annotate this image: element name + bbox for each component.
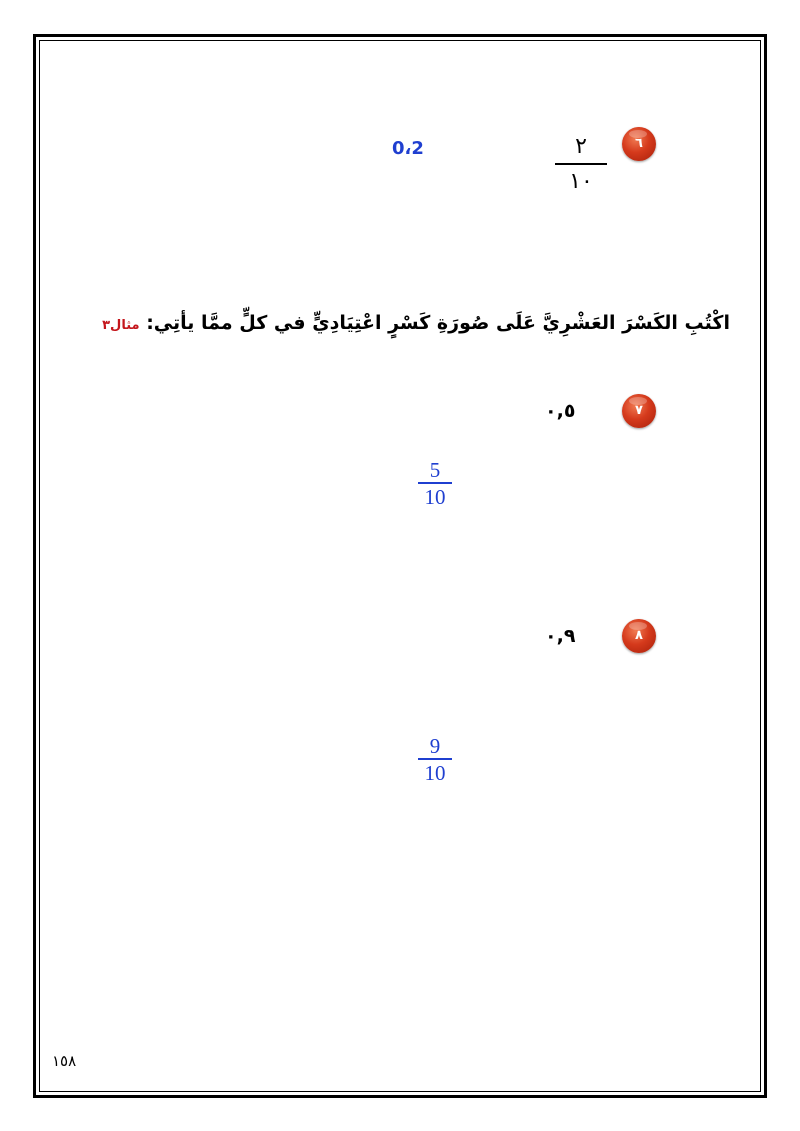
example-label: مثال٣ [102, 318, 140, 333]
fraction-bar [555, 163, 607, 165]
exercise-6-fraction [555, 134, 607, 195]
answer-denominator: 10 [424, 760, 446, 785]
exercise-8-answer [418, 735, 452, 784]
exercise-7-decimal: ٠,٥ [545, 400, 576, 422]
fraction-denominator: ١٠ [569, 169, 593, 194]
exercise-8-number: ٨ [635, 628, 643, 643]
page-border-inner [39, 40, 761, 1092]
exercise-8-badge [622, 619, 656, 653]
answer-numerator: 5 [429, 458, 441, 482]
page-number: ١٥٨ [52, 1052, 77, 1070]
answer-numerator: 9 [429, 734, 441, 758]
instruction-heading [102, 312, 730, 334]
exercise-6-number: ٦ [635, 136, 643, 151]
exercise-7-answer [418, 459, 452, 508]
exercise-7-number: ٧ [635, 403, 643, 418]
exercise-7-badge [622, 394, 656, 428]
fraction-numerator: ٢ [575, 134, 587, 159]
instruction-text: اكْتُبِ الكَسْرَ العَشْرِيَّ عَلَى صُورَةِ كَسْرٍ اعْتِيَادِيٍّ في كلٍّ ممَّا يأتِي: [146, 312, 730, 334]
answer-fraction-bar [418, 758, 452, 760]
exercise-6-answer: 0،2 [392, 138, 424, 159]
exercise-6-badge [622, 127, 656, 161]
answer-denominator: 10 [424, 484, 446, 509]
exercise-8-decimal: ٠,٩ [545, 625, 576, 647]
answer-fraction-bar [418, 482, 452, 484]
